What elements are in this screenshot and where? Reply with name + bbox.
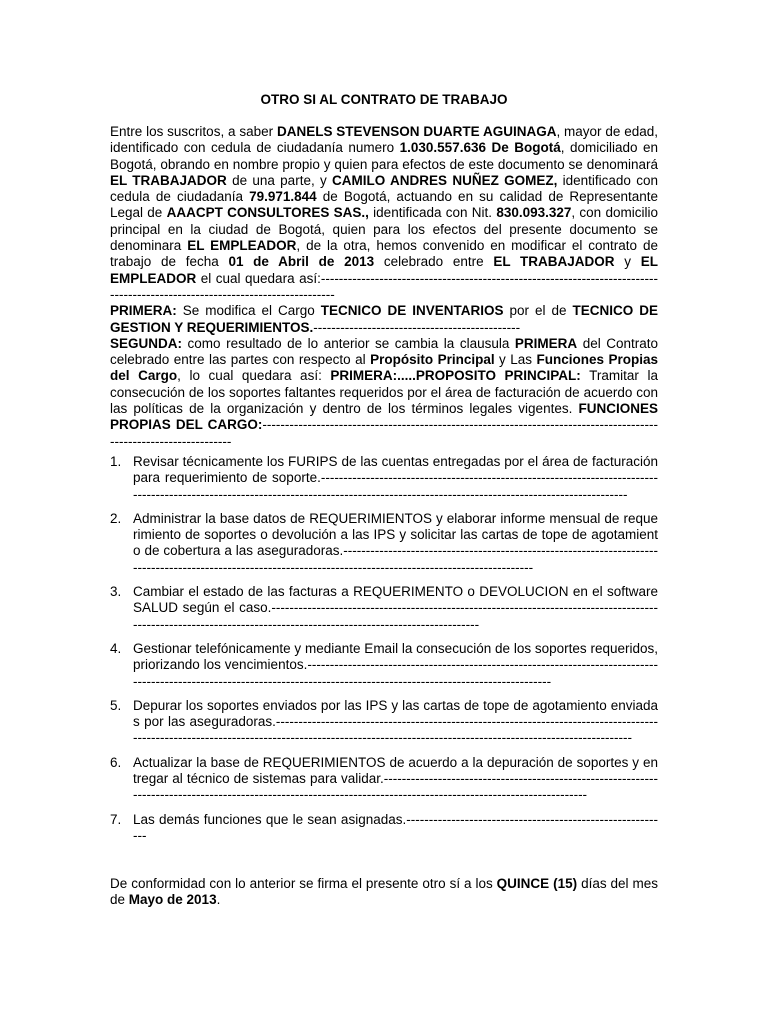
list-item	[110, 511, 658, 576]
new-role: TECNICO DE GESTION Y REQUERIMIENTOS.	[110, 303, 659, 335]
list-number: 7.	[110, 811, 122, 827]
list-item-text: Las demás funciones que le sean asignadas.-----------------------------------------------------------	[133, 811, 658, 843]
clause-primera	[110, 303, 658, 336]
clause-text: por el de	[503, 303, 573, 319]
employer-role: EL EMPLEADOR	[110, 254, 658, 286]
representative-id: 79.971.844	[249, 189, 317, 205]
list-item	[110, 641, 658, 690]
employer-role: EL EMPLEADOR	[187, 238, 297, 254]
document-title: OTRO SI AL CONTRATO DE TRABAJO	[260, 92, 508, 107]
list-item-text: Depurar los soportes enviados por las IPS y las cartas de tope de agotamiento enviadas por las aseguradoras.----------------------------------------------------------------------------------------------------------------------------------------------------------------------------------------------------	[133, 697, 658, 746]
funciones-heading: FUNCIONES PROPIAS DEL CARGO:	[110, 401, 658, 433]
closing-text: .	[216, 892, 221, 908]
intro-text: identificada con Nit.	[368, 205, 497, 221]
document-body	[110, 124, 658, 909]
company-name: AAACPT CONSULTORES SAS.,	[166, 205, 369, 221]
clause-text: como resultado de lo anterior se cambia la clausula	[182, 335, 515, 351]
list-number: 3.	[110, 584, 122, 600]
list-number: 5.	[110, 697, 122, 713]
intro-text: Entre los suscritos, a saber	[110, 124, 277, 139]
company-nit: 830.093.327	[496, 205, 572, 221]
list-number: 1.	[110, 453, 122, 469]
signing-month: Mayo de 2013	[128, 892, 217, 908]
closing-text: De conformidad con lo anterior se firma el presente otro sí a los	[110, 876, 497, 892]
closing-text: días del mes de	[110, 876, 658, 908]
list-item-text: Gestionar telefónicamente y mediante Email la consecución de los soportes requeridos, priorizando los vencimientos.---------------------------------------------------------------------------------------------------------------------------------------------------------------------------	[133, 640, 658, 689]
list-item-text: Revisar técnicamente los FURIPS de las cuentas entregadas por el área de facturación para requerimiento de soporte.-----------------------------------------------------------------------------------------------------------------------------------------------------------------------------------------	[133, 453, 658, 502]
intro-text: , con domicilio principal en la ciudad de Bogotá, quien para los efectos del presente documento se denominara	[110, 205, 658, 254]
intro-text: de una parte, y	[226, 172, 333, 188]
intro-text: , domiciliado en Bogotá, obrando en nombre propio y quien para efectos de este documento se denominará	[110, 140, 658, 172]
intro-text: , de la otra, hemos convenido en modificar el contrato de trabajo de fecha	[110, 238, 658, 270]
closing-paragraph	[110, 876, 658, 909]
contract-date: 01 de Abril de 2013	[228, 254, 375, 270]
intro-text: de Bogotá, actuando en su calidad de Representante Legal de	[110, 189, 658, 221]
intro-text: , mayor de edad, identificado con cedula de ciudadanía numero	[110, 124, 658, 156]
representative-name: CAMILO ANDRES NUÑEZ GOMEZ,	[332, 172, 558, 188]
proposito-label: Propósito Principal	[370, 352, 495, 368]
funciones-label: Funciones Propias del Cargo	[110, 352, 658, 384]
clause-text: Tramitar la consecución de los soportes faltantes requeridos por el área de facturación de acuerdo con las políticas de la organización y dentro de los términos legales vigentes.	[110, 368, 658, 417]
clause-reference: PRIMERA	[514, 335, 578, 351]
clause-text: del Contrato celebrado entre las partes con respecto al	[110, 335, 659, 368]
list-number: 4.	[110, 640, 122, 656]
worker-role: EL TRABAJADOR	[493, 254, 615, 270]
list-item-text: Actualizar la base de REQUERIMIENTOS de acuerdo a la depuración de soportes y entregar al técnico de sistemas para validar.------------------------------------------------------------------------------------------------------------------------------------------------------------------	[133, 754, 658, 803]
worker-id: 1.030.557.636 De Bogotá	[399, 140, 561, 156]
clause-text: ----------------------------------------------	[313, 319, 521, 335]
intro-text: identificado con cedula de ciudadanía	[110, 172, 658, 205]
clause-label: SEGUNDA:	[110, 335, 183, 351]
list-item	[110, 584, 658, 633]
list-number: 6.	[110, 754, 122, 770]
intro-paragraph	[110, 124, 658, 303]
signing-day: QUINCE (15)	[496, 876, 578, 892]
proposito-heading: PRIMERA:.....PROPOSITO PRINCIPAL:	[330, 368, 581, 384]
worker-role: EL TRABAJADOR	[110, 172, 227, 188]
clause-text: Se modifica el Cargo	[176, 303, 321, 319]
clause-segunda	[110, 336, 658, 450]
list-item-text: Cambiar el estado de las facturas a REQUERIMENTO o DEVOLUCION en el software SALUD según el caso.-------------------------------------------------------------------------------------------------------------------------------------------------------------------	[133, 584, 658, 632]
worker-name: DANELS STEVENSON DUARTE AGUINAGA	[276, 124, 557, 139]
list-number: 2.	[110, 510, 122, 526]
intro-text: el cual quedara así:-----------------------------------------------------------------------------------------------------------------------------	[110, 270, 658, 302]
intro-text: y	[614, 254, 641, 270]
list-item	[110, 454, 658, 503]
intro-text: celebrado entre	[374, 254, 494, 270]
clause-text: , lo cual quedara así:	[177, 368, 331, 384]
list-item	[110, 698, 658, 747]
list-item	[110, 812, 658, 845]
clause-label: PRIMERA:	[110, 303, 177, 319]
list-item-text: Administrar la base datos de REQUERIMIENTOS y elaborar informe mensual de requerimiento de soportes o devolución a las IPS y solicitar las cartas de tope de agotamiento de cobertura a las aseguradoras.---------------------------------------------------------------------------------------------------------------------------------------------------------------	[133, 510, 658, 575]
functions-list	[110, 454, 658, 844]
clause-text: y Las	[494, 352, 537, 368]
old-role: TECNICO DE INVENTARIOS	[320, 303, 504, 319]
list-item	[110, 755, 658, 804]
clause-text: -------------------------------------------------------------------------------------------------------------------	[110, 417, 658, 449]
